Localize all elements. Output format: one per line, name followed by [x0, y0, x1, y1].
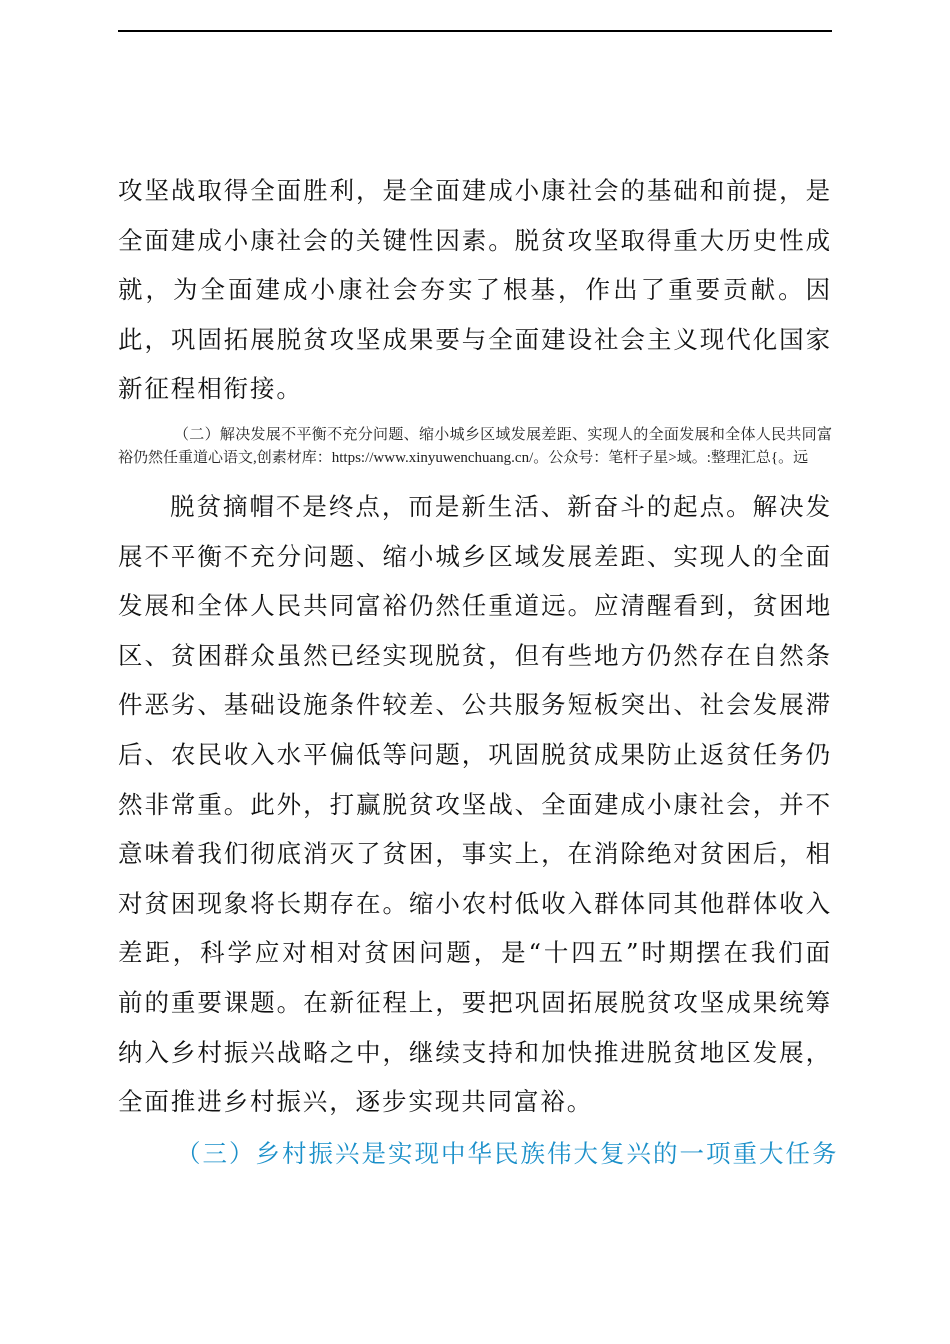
page-body: [118, 166, 839, 1179]
header-rule: [118, 30, 832, 32]
inserted-note: （二）解决发展不平衡不充分问题、缩小城乡区域发展差距、实现人的全面发展和全体人民共同富裕仍然任重道心语文,创素材库：https://www.xinyuwenchuang.cn/。公众号：笔杆子星>域。:整理汇总{。远: [118, 426, 832, 466]
section-heading: （三）乡村振兴是实现中华民族伟大复兴的一项重大任务: [176, 1138, 839, 1168]
body-paragraph: 脱贫摘帽不是终点，而是新生活、新奋斗的起点。解决发展不平衡不充分问题、缩小城乡区域发展差距、实现人的全面发展和全体人民共同富裕仍然任重道远。应清醒看到，贫困地区、贫困群众虽然已经实现脱贫，但有些地方仍然存在自然条件恶劣、基础设施条件较差、公共服务短板突出、社会发展滞后、农民收入水平偏低等问题，巩固脱贫成果防止返贫任务仍然非常重。此外，打赢脱贫攻坚战、全面建成小康社会，并不意味着我们彻底消灭了贫困，事实上，在消除绝对贫困后，相对贫困现象将长期存在。缩小农村低收入群体同其他群体收入差距，科学应对相对贫困问题，是“十四五”时期摆在我们面前的重要课题。在新征程上，要把巩固拓展脱贫攻坚成果统筹纳入乡村振兴战略之中，继续支持和加快推进脱贫地区发展，全面推进乡村振兴，逐步实现共同富裕。: [118, 491, 832, 1117]
body-paragraph-continued: 攻坚战取得全面胜利，是全面建成小康社会的基础和前提，是全面建成小康社会的关键性因素。脱贫攻坚取得重大历史性成就，为全面建成小康社会夯实了根基，作出了重要贡献。因此，巩固拓展脱贫攻坚成果要与全面建设社会主义现代化国家新征程相衔接。: [118, 176, 832, 404]
